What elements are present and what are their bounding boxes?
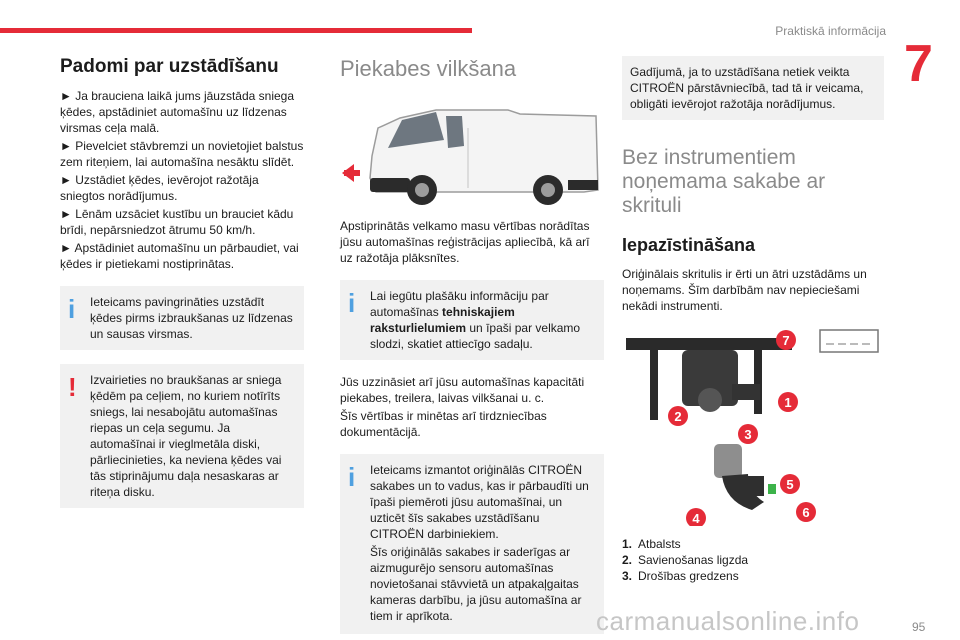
warning-note-text: Izvairieties no braukšanas ar sniega ķēdēm pa ceļiem, no kuriem notīrīts sniegs, lai nesabojātu automašīnas riepas un ceļa segumu. Ja automašīnai ir vieglmetāla diski, pārliecinieties, ka neviena ķēdes vai tās stiprinājumu daļa nesaskaras ar riteņa disku. [90, 373, 282, 499]
step-2: ► Pievelciet stāvbremzi un novietojiet balstus zem riteņiem, lai automašīna nesāktu slīdēt. [60, 139, 304, 169]
towing-docs: Šīs vērtības ir minētas arī tirdzniecības dokumentācijā. [340, 409, 547, 439]
van-illustration [340, 98, 604, 208]
tips-title: Padomi par uzstādīšanu [60, 56, 279, 77]
watermark: carmanualsonline.info [596, 606, 860, 636]
towing-intro: Apstiprinātās velkamo masu vērtības norādītas jūsu automašīnas reģistrācijas apliecībā, kā arī uz ražotāja plāksnītes. [340, 219, 590, 265]
info-icon: i [348, 462, 356, 492]
arrow-icon [342, 164, 360, 182]
info-note-specs: i Lai iegūtu plašāku informāciju par automašīnas tehniskajiem raksturlielumiem un īpaši par velkamo slodzi, skatiet attiecīgo sadaļu. [340, 280, 604, 360]
towing-capacity: Jūs uzzināsiet arī jūsu automašīnas kapacitāti piekabes, treilera, laivas vilkšanai u. c. [340, 375, 585, 405]
info-icon: i [348, 288, 356, 318]
list-item: 3. Drošības gredzens [622, 569, 739, 583]
callout-6 [796, 502, 816, 522]
list-item: 2. Savienošanas ligzda [622, 553, 749, 567]
info-icon: i [68, 294, 76, 324]
citroen-note-b: Šīs oriģinālās sakabes ir saderīgas ar aizmugurējo sensoru automašīnas novietošanai stāvvietā un atpakaļgaitas kameras darbību, ja jūsu automašīna ar tiem ir aprīkota. [370, 545, 582, 623]
page-number: 95 [912, 620, 926, 634]
step-3: ► Uzstādiet ķēdes, ievērojot ražotāja sniegtos norādījumus. [60, 173, 259, 203]
callout-2 [668, 406, 688, 426]
svg-text:4: 4 [692, 511, 700, 526]
info-note-citroen [340, 454, 604, 634]
info-note [60, 286, 304, 350]
step-1: ► Ja brauciena laikā jums jāuzstāda sniega ķēdes, apstādiniet automašīnu uz līdzenas virsmas ceļa malā. [60, 89, 295, 135]
towing-title: Piekabes vilkšana [340, 56, 517, 81]
callout-7 [776, 330, 796, 350]
svg-text:1: 1 [784, 395, 792, 410]
svg-text:3: 3 [744, 427, 752, 442]
svg-text:5: 5 [786, 477, 794, 492]
svg-text:6: 6 [802, 505, 810, 520]
towball-diagram [622, 326, 884, 526]
top-accent-bar [0, 28, 472, 33]
intro-heading: Iepazīstināšana [622, 235, 756, 255]
info-note-text: Ieteicams pavingrināties uzstādīt ķēdes pirms izbraukšanas uz līdzenas un sausas virsmas. [90, 295, 293, 341]
callout-4 [686, 508, 706, 526]
dealer-note: Gadījumā, ja to uzstādīšana netiek veikta CITROËN pārstāvniecībā, tad tā ir veicama, obligāti ievērojot ražotāja norādījumus. [622, 56, 884, 120]
column-towball [622, 56, 884, 584]
warning-icon: ! [68, 372, 77, 402]
callout-3 [738, 424, 758, 444]
chapter-number: 7 [904, 35, 933, 93]
parts-list [622, 536, 884, 584]
section-title: Praktiskā informācija [775, 24, 886, 38]
towball-title: Bez instrumentiem noņemama sakabe ar skrituli [622, 146, 826, 217]
step-4: ► Lēnām uzsāciet kustību un brauciet kādu brīdi, nepārsniedzot ātrumu 50 km/h. [60, 207, 294, 237]
towball-intro: Oriģinālais skritulis ir ērti un ātri uzstādāms un noņemams. Šīm darbībām nav nepieciešami nekādi instrumenti. [622, 267, 867, 313]
svg-text:2: 2 [674, 409, 682, 424]
callout-1 [778, 392, 798, 412]
citroen-note-a: Ieteicams izmantot oriģinālās CITROËN sakabes un to vadus, kas ir pārbaudīti un īpaši piemēroti jūsu automašīnai, un uzticēt šīs sakabes uzstādīšanu CITROËN darbiniekiem. [370, 463, 589, 541]
callout-5 [780, 474, 800, 494]
warning-note [60, 364, 304, 508]
step-5: ► Apstādiniet automašīnu un pārbaudiet, vai ķēdes ir pietiekami nostiprinātas. [60, 241, 299, 271]
list-item: 1. Atbalsts [622, 537, 681, 551]
column-tips [60, 56, 304, 508]
specs-link: tehniskajiem raksturlielumiem [370, 305, 515, 335]
svg-text:7: 7 [782, 333, 790, 348]
column-towing [340, 56, 604, 634]
